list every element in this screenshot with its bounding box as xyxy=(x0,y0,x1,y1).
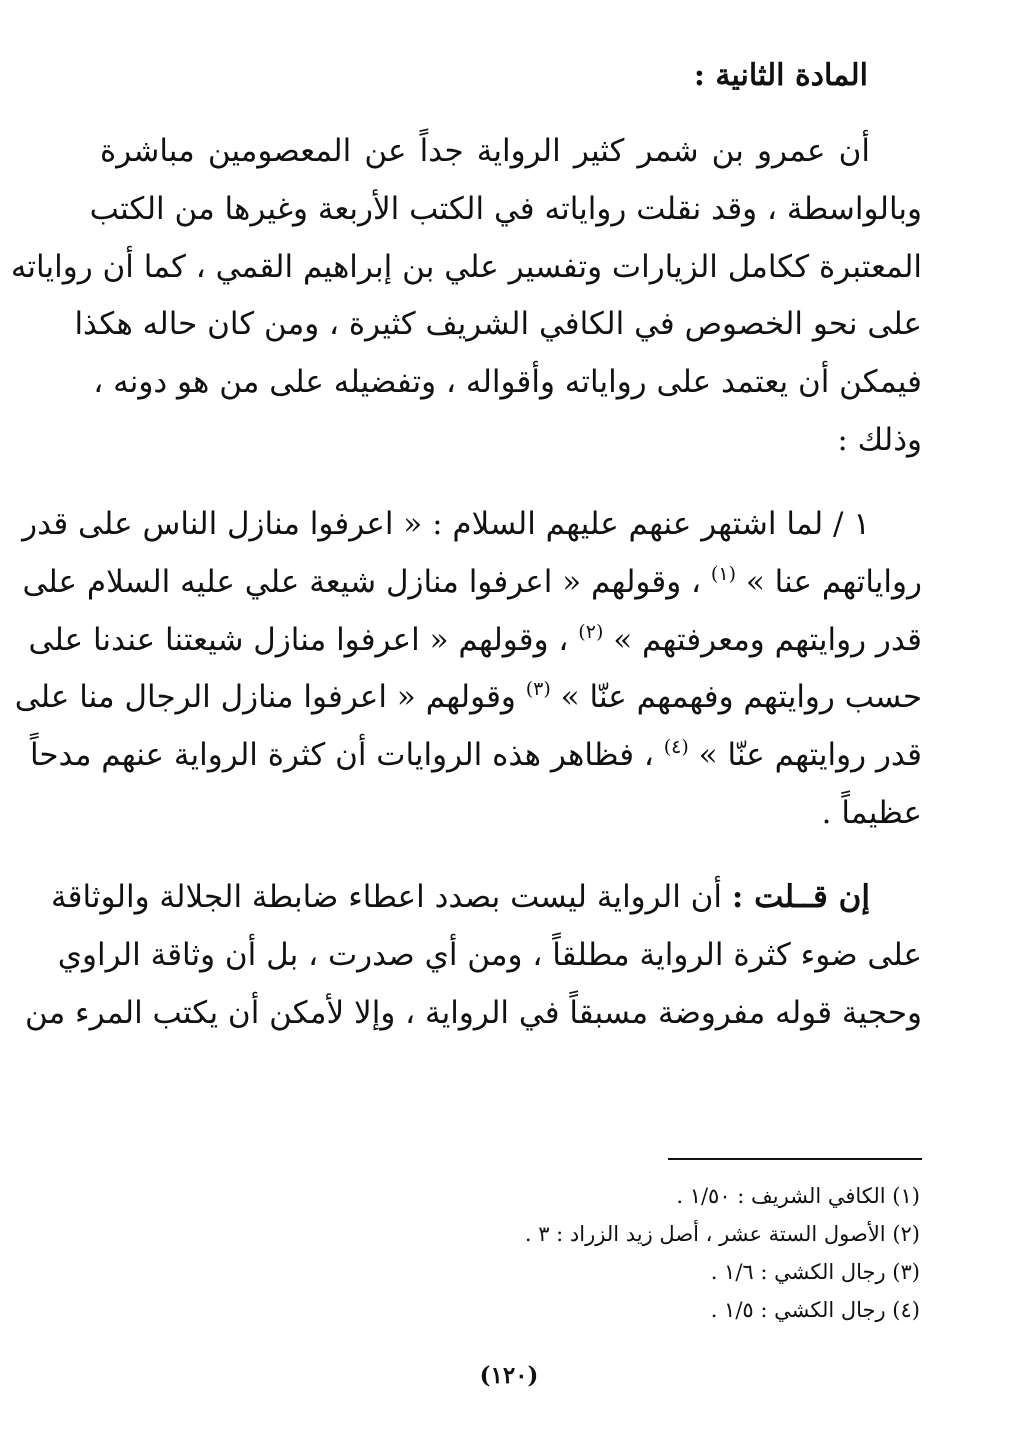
text-line xyxy=(14,669,922,727)
page-number: (١٢٠) xyxy=(479,1362,539,1389)
text-line: وذلك : xyxy=(837,421,922,458)
text-line: على ضوء كثرة الرواية مطلقاً ، ومن أي صدرت ، بل أن وثاقة الراوي xyxy=(57,936,922,973)
text-segment: ، وقولهم « اعرفوا منازل شيعة علي عليه السلام على xyxy=(22,563,702,600)
text-segment: ، فظاهر هذه الروايات أن كثرة الرواية عنهم مدحاً xyxy=(29,737,654,774)
footnote-ref-3: (٣) xyxy=(525,678,551,701)
text-line xyxy=(22,554,922,612)
text-segment: قدر روايتهم عنّا » xyxy=(698,737,922,774)
text-line xyxy=(29,727,922,785)
footnote-ref-2: (٢) xyxy=(578,620,604,643)
footnote-1: (١) الكافي الشريف : ١/٥٠ . xyxy=(676,1184,920,1208)
footnote-ref-4: (٤) xyxy=(663,736,689,759)
text-segment: وقولهم « اعرفوا منازل الرجال منا على xyxy=(14,679,516,716)
text-segment: حسب روايتهم وفهمهم عنّا » xyxy=(560,679,922,716)
text-line xyxy=(51,869,922,927)
text-line: وبالواسطة ، وقد نقلت رواياته في الكتب الأربعة وغيرها من الكتب xyxy=(89,190,922,227)
paragraph-2 xyxy=(14,496,922,843)
footnote-separator xyxy=(668,1158,922,1160)
text-line: المعتبرة ككامل الزيارات وتفسير علي بن إبراهيم القمي ، كما أن رواياته xyxy=(10,248,922,285)
text-segment: ، وقولهم « اعرفوا منازل شيعتنا عندنا على xyxy=(28,621,569,658)
text-segment: رواياتهم عنا » xyxy=(745,563,922,600)
text-line xyxy=(28,612,922,670)
footnote-ref-1: (١) xyxy=(710,562,736,585)
text-line: فيمكن أن يعتمد على رواياته وأقواله ، وتفضيله على من هو دونه ، xyxy=(93,364,922,401)
text-line: ١ / لما اشتهر عنهم عليهم السلام : « اعرفوا منازل الناس على قدر xyxy=(22,506,870,542)
footnote-4: (٤) رجال الكشي : ١/٥ . xyxy=(710,1298,920,1322)
section-heading: المادة الثانية : xyxy=(693,58,868,93)
text-line: وحجية قوله مفروضة مسبقاً في الرواية ، وإلا لأمكن أن يكتب المرء من xyxy=(24,994,922,1031)
text-line: عظيماً . xyxy=(821,794,922,831)
paragraph-1 xyxy=(10,123,922,470)
paragraph-3 xyxy=(24,869,922,1042)
footnote-3: (٣) رجال الكشي : ١/٦ . xyxy=(710,1260,920,1284)
text-line: على نحو الخصوص في الكافي الشريف كثيرة ، ومن كان حاله هكذا xyxy=(74,306,922,343)
objection-lead: إن قــلت : xyxy=(731,879,870,915)
text-line: أن عمرو بن شمر كثير الرواية جداً عن المعصومين مباشرة xyxy=(100,133,870,169)
text-segment: قدر روايتهم ومعرفتهم » xyxy=(613,621,922,658)
footnotes xyxy=(525,1177,920,1329)
text-segment: أن الرواية ليست بصدد اعطاء ضابطة الجلالة والوثاقة xyxy=(51,879,723,915)
footnote-2: (٢) الأصول الستة عشر ، أصل زيد الزراد : ٣ . xyxy=(524,1222,920,1246)
